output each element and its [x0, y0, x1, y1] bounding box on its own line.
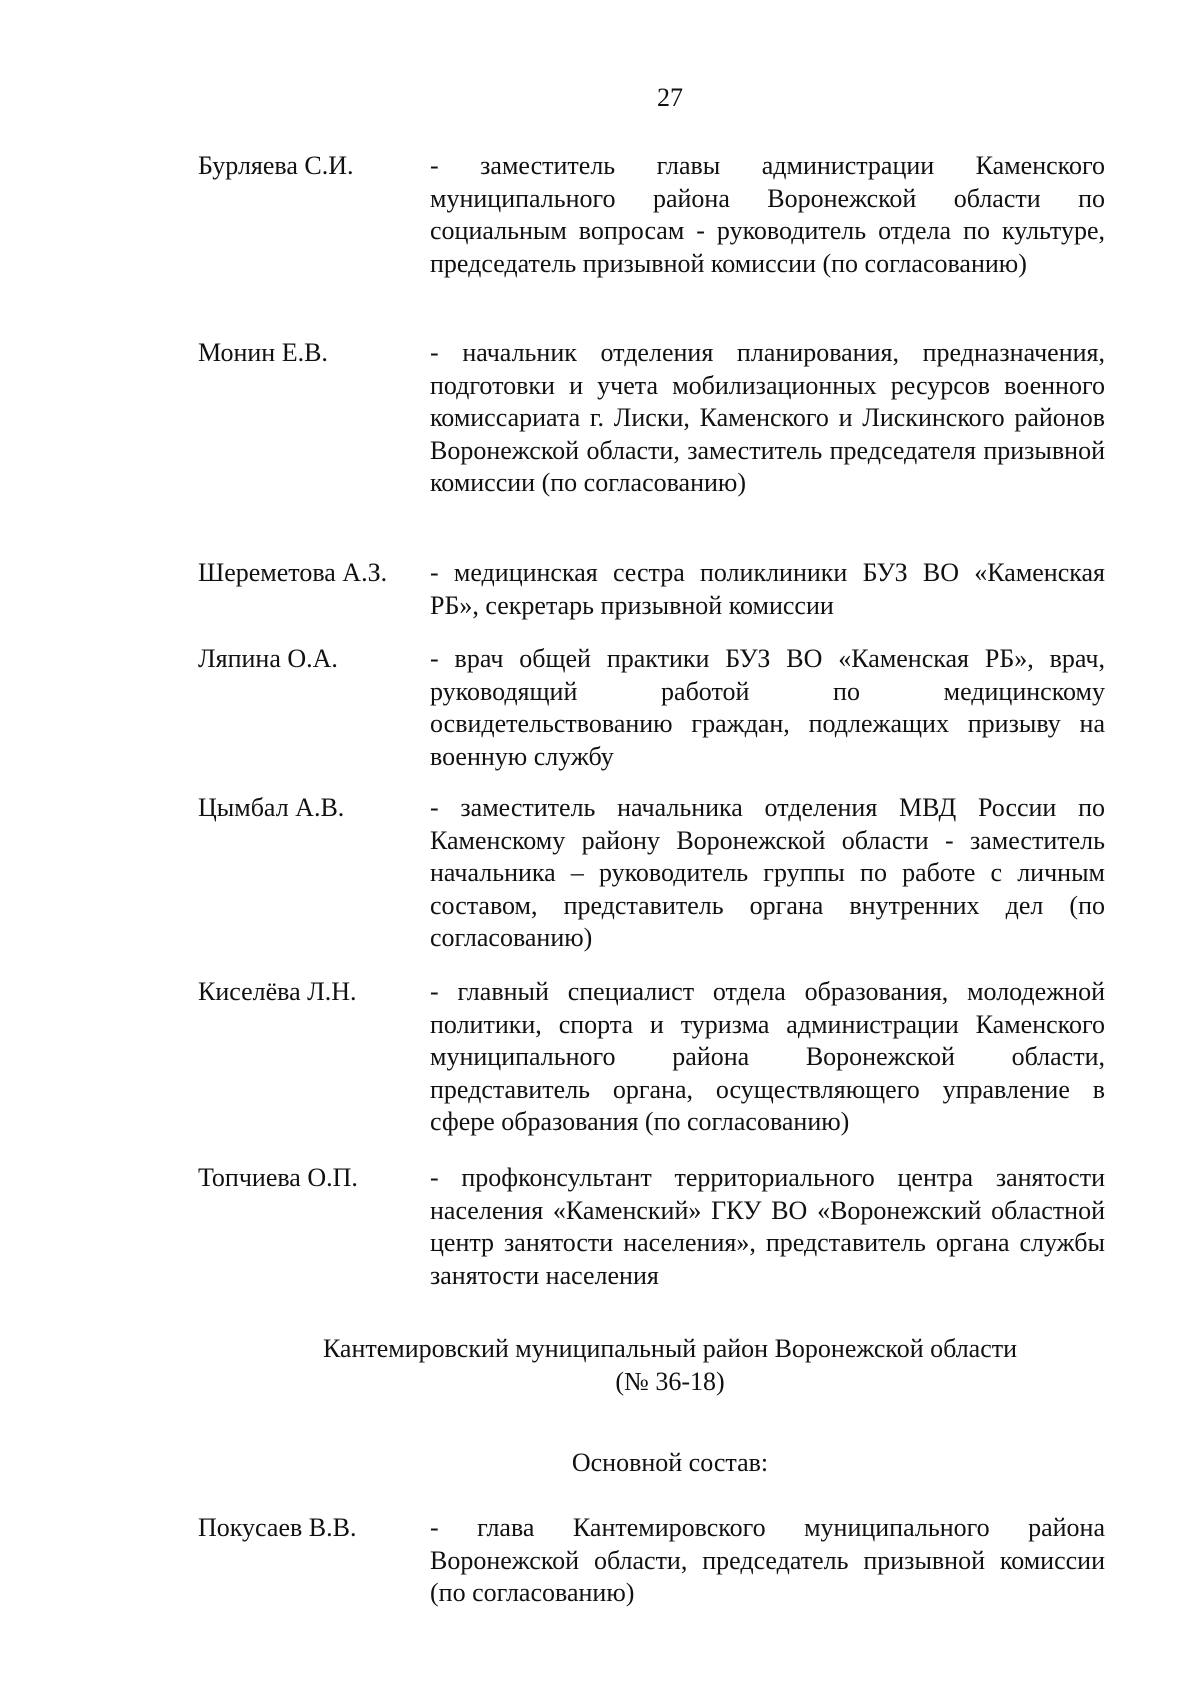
page-number: 27: [657, 83, 683, 112]
member-name: Бурляева С.И.: [198, 151, 354, 180]
member-description: - глава Кантемировского муниципального района Воронежской области, председатель призывной комиссии (по согласованию): [430, 1513, 1105, 1607]
member-description: - медицинская сестра поликлиники БУЗ ВО «Каменская РБ», секретарь призывной комиссии: [430, 558, 1105, 620]
member-name: Ляпина О.А.: [198, 644, 338, 673]
district-heading: Кантемировский муниципальный район Воронежской области: [322, 1334, 1018, 1363]
member-name: Топчиева О.П.: [198, 1163, 358, 1192]
member-description: - заместитель главы администрации Каменского муниципального района Воронежской области по социальным вопросам - руководитель отдела по культуре, председатель призывной комиссии (по согласованию): [430, 151, 1105, 278]
member-name: Шереметова А.З.: [198, 558, 388, 587]
member-name: Киселёва Л.Н.: [198, 977, 357, 1006]
district-number: (№ 36-18): [615, 1367, 725, 1396]
member-description: - начальник отделения планирования, предназначения, подготовки и учета мобилизационных ресурсов военного комиссариата г. Лиски, Каменского и Лискинского районов Воронежской области, заместитель председателя призывной комиссии (по согласованию): [430, 338, 1105, 497]
member-description: - врач общей практики БУЗ ВО «Каменская РБ», врач, руководящий работой по медицинскому освидетельствованию граждан, подлежащих призыву на военную службу: [430, 644, 1105, 771]
member-name: Покусаев В.В.: [198, 1513, 357, 1542]
member-name: Монин Е.В.: [198, 338, 328, 367]
member-description: - заместитель начальника отделения МВД России по Каменскому району Воронежской области - заместитель начальника – руководитель группы по работе с личным составом, представитель органа внутренних дел (по согласованию): [430, 793, 1105, 952]
member-description: - главный специалист отдела образования, молодежной политики, спорта и туризма администрации Каменского муниципального района Воронежской области, представитель органа, осуществляющего управление в сфере образования (по согласованию): [430, 977, 1105, 1136]
member-description: - профконсультант территориального центра занятости населения «Каменский» ГКУ ВО «Воронежский областной центр занятости населения», представитель органа службы занятости населения: [430, 1163, 1105, 1290]
member-name: Цымбал А.В.: [198, 793, 345, 822]
section-heading: Основной состав:: [571, 1448, 769, 1477]
